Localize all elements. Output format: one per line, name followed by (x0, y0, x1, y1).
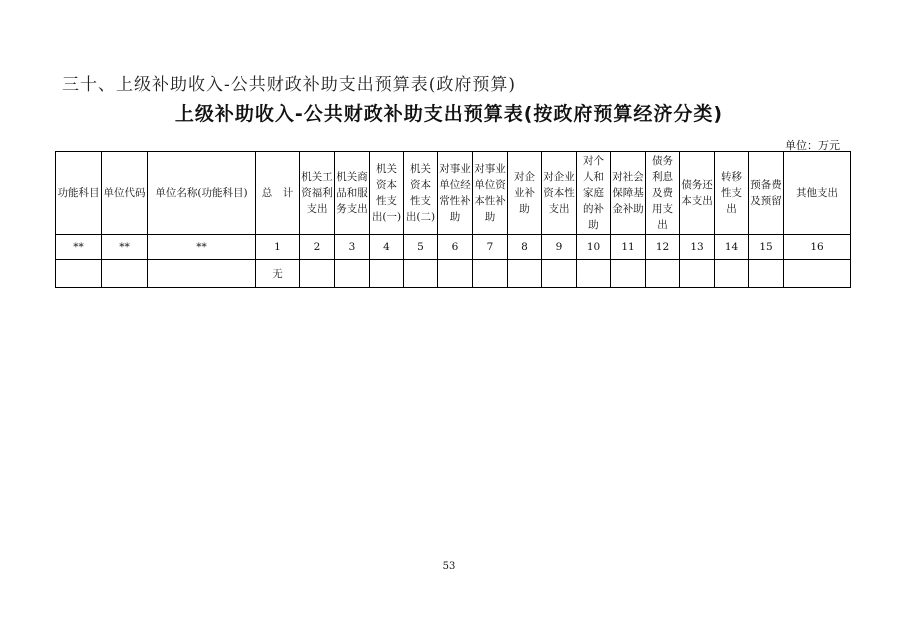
index-cell: 14 (715, 235, 749, 260)
header-cell: 对事业单位资本性补助 (473, 152, 508, 235)
data-cell (680, 260, 715, 288)
page-number: 53 (442, 561, 456, 572)
index-cell: ** (56, 235, 102, 260)
page-title: 上级补助收入-公共财政补助支出预算表(按政府预算经济分类) (174, 103, 724, 125)
data-cell (148, 260, 256, 288)
data-cell (577, 260, 611, 288)
index-cell: 5 (404, 235, 438, 260)
table-row (56, 260, 851, 288)
header-cell: 机关工资福利支出 (300, 152, 335, 235)
header-cell: 转移性支出 (715, 152, 749, 235)
unit-label: 单位：万元 (785, 139, 840, 152)
data-cell (404, 260, 438, 288)
header-cell: 债务还本支出 (680, 152, 715, 235)
data-cell (473, 260, 508, 288)
data-cell (102, 260, 148, 288)
index-cell: 16 (784, 235, 851, 260)
data-cell (300, 260, 335, 288)
index-cell: 15 (749, 235, 784, 260)
header-cell: 债务利息及费用支出 (646, 152, 680, 235)
data-cell: 无 (256, 260, 300, 288)
index-cell: 10 (577, 235, 611, 260)
header-cell: 对个人和家庭的补助 (577, 152, 611, 235)
header-cell: 功能科目 (56, 152, 102, 235)
data-cell (646, 260, 680, 288)
table-header-row (56, 152, 851, 235)
data-cell (56, 260, 102, 288)
index-cell: 12 (646, 235, 680, 260)
data-cell (611, 260, 646, 288)
header-cell: 其他支出 (784, 152, 851, 235)
index-cell: 8 (508, 235, 542, 260)
header-cell: 对社会保障基金补助 (611, 152, 646, 235)
index-cell: 3 (335, 235, 370, 260)
data-cell (715, 260, 749, 288)
header-cell: 对事业单位经常性补助 (438, 152, 473, 235)
index-cell: 13 (680, 235, 715, 260)
index-cell: 7 (473, 235, 508, 260)
budget-table (55, 151, 851, 288)
index-cell: ** (102, 235, 148, 260)
header-cell: 总 计 (256, 152, 300, 235)
header-cell: 对企业补助 (508, 152, 542, 235)
index-cell: 11 (611, 235, 646, 260)
data-cell (508, 260, 542, 288)
header-cell: 单位代码 (102, 152, 148, 235)
data-cell (784, 260, 851, 288)
index-cell: 4 (370, 235, 404, 260)
index-cell: ** (148, 235, 256, 260)
index-cell: 9 (542, 235, 577, 260)
section-heading: 三十、上级补助收入-公共财政补助支出预算表(政府预算) (62, 75, 517, 95)
data-cell (749, 260, 784, 288)
index-cell: 1 (256, 235, 300, 260)
index-cell: 2 (300, 235, 335, 260)
index-cell: 6 (438, 235, 473, 260)
data-cell (335, 260, 370, 288)
data-cell (542, 260, 577, 288)
header-cell: 单位名称(功能科目) (148, 152, 256, 235)
header-cell: 对企业资本性支出 (542, 152, 577, 235)
header-cell: 机关资本性支出(二) (404, 152, 438, 235)
table-index-row (56, 235, 851, 260)
header-cell: 机关资本性支出(一) (370, 152, 404, 235)
data-cell (438, 260, 473, 288)
header-cell: 机关商品和服务支出 (335, 152, 370, 235)
data-cell (370, 260, 404, 288)
header-cell: 预备费及预留 (749, 152, 784, 235)
